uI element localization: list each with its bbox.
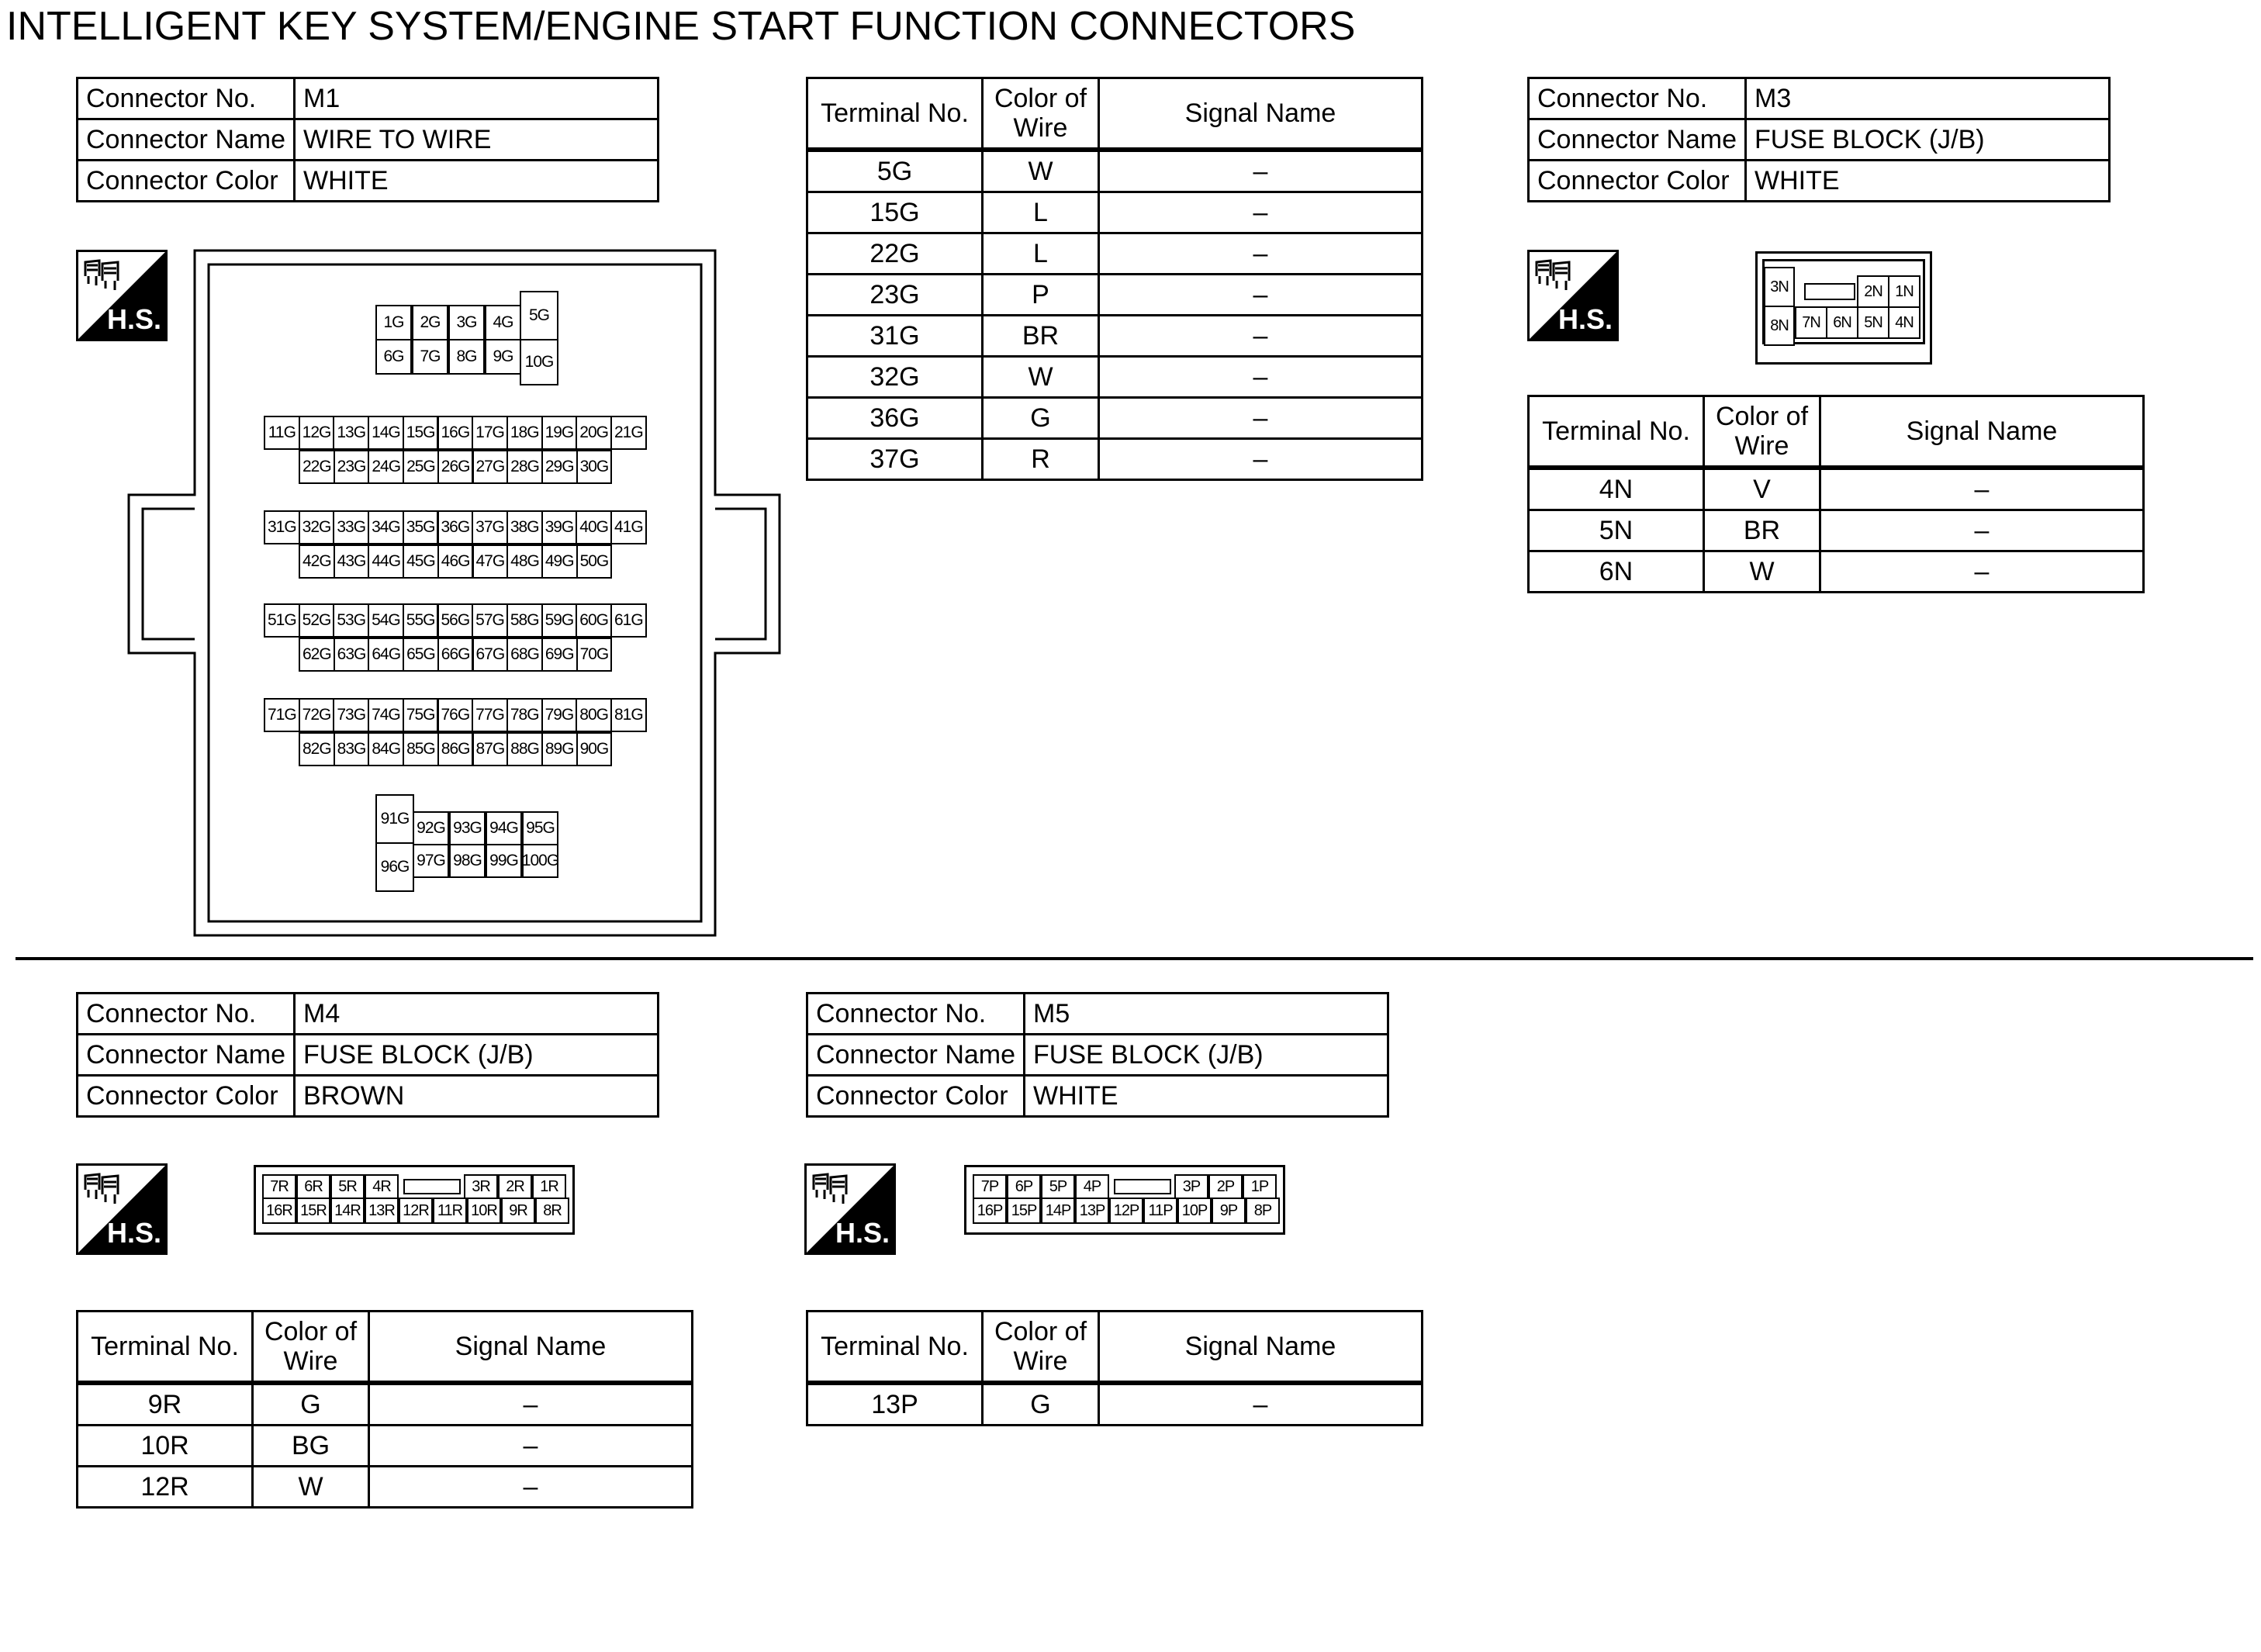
info-row (1529, 78, 2110, 119)
connector-pin: 79G (541, 698, 578, 732)
connector-pin: 50G (576, 544, 613, 579)
connector-pin: 5R (330, 1174, 365, 1199)
connector-pin: 48G (506, 544, 543, 579)
terminal-no: 13P (807, 1383, 983, 1426)
connector-pin: 36G (437, 510, 474, 544)
connector-pin: 12P (1109, 1198, 1143, 1224)
wire-color: L (983, 192, 1099, 233)
wire-color: W (253, 1467, 369, 1508)
connector-pin: 7G (412, 339, 448, 375)
connector-pin: 37G (472, 510, 508, 544)
info-label: Connector Color (1529, 161, 1746, 202)
header-color-of-wire (1704, 396, 1820, 468)
connector-pin: 94G (486, 811, 522, 845)
info-label: Connector Name (78, 119, 295, 161)
connector-pin: 35G (403, 510, 439, 544)
signal-name: – (1099, 192, 1423, 233)
connector-pin: 23G (334, 450, 370, 484)
signal-name: – (1099, 316, 1423, 357)
terminal-no: 15G (807, 192, 983, 233)
connector-pin: 5P (1041, 1174, 1075, 1199)
info-row (78, 119, 659, 161)
header-terminal-no: Terminal No. (807, 1312, 983, 1384)
header-signal-name: Signal Name (1099, 1312, 1423, 1384)
header-color-line1: Color of (264, 1317, 358, 1346)
connector-pin: 98G (449, 844, 486, 878)
header-color-of-wire (253, 1312, 369, 1384)
signal-name: – (1820, 468, 2144, 510)
terminal-header-row (78, 1312, 693, 1384)
terminal-table-m1 (806, 77, 1423, 481)
info-value: FUSE BLOCK (J/B) (1746, 119, 2110, 161)
page-title: INTELLIGENT KEY SYSTEM/ENGINE START FUNCTION CONNECTORS (6, 4, 1356, 49)
connector-pin: 6N (1826, 306, 1858, 339)
table-row (1529, 510, 2144, 551)
terminal-header-row (807, 78, 1423, 150)
connector-info-m1 (76, 77, 659, 202)
header-color-line1: Color of (994, 84, 1087, 113)
connector-pin: 10P (1177, 1198, 1212, 1224)
wire-color: V (1704, 468, 1820, 510)
table-row (807, 316, 1423, 357)
hs-label: H.S. (107, 303, 162, 335)
table-row (807, 1383, 1423, 1426)
connector-pin: 9P (1212, 1198, 1246, 1224)
terminal-no: 6N (1529, 551, 1704, 593)
info-value: WHITE (1025, 1076, 1388, 1117)
header-color-line2: Wire (283, 1346, 338, 1376)
connector-pin: 3N (1764, 267, 1795, 307)
table-row (78, 1383, 693, 1426)
connector-pin: 59G (541, 603, 578, 638)
connector-pin: 47G (472, 544, 509, 579)
info-row (78, 1035, 659, 1076)
connector-pin: 62G (299, 638, 335, 672)
wire-color: L (983, 233, 1099, 275)
table-row (78, 1467, 693, 1508)
info-label: Connector Color (78, 1076, 295, 1117)
table-row (807, 357, 1423, 398)
connector-info-m5 (806, 992, 1389, 1118)
connector-pin: 80G (576, 698, 612, 732)
signal-name: – (369, 1467, 693, 1508)
connector-pin: 84G (368, 732, 404, 766)
signal-name: – (1820, 510, 2144, 551)
terminal-no: 5N (1529, 510, 1704, 551)
connector-pin: 92G (413, 811, 449, 845)
connector-pin: 6P (1007, 1174, 1041, 1199)
terminal-table-m4 (76, 1310, 693, 1509)
table-row (807, 275, 1423, 316)
connector-pin: 100G (522, 844, 558, 878)
wire-color: BG (253, 1426, 369, 1467)
table-row (807, 439, 1423, 480)
connector-pin: 16R (262, 1198, 296, 1224)
header-color-of-wire (983, 78, 1099, 150)
connector-pin: 82G (299, 732, 335, 766)
connector-pin: 15R (296, 1198, 330, 1224)
info-value: WHITE (295, 161, 659, 202)
info-value: M3 (1746, 78, 2110, 119)
info-label: Connector Color (78, 161, 295, 202)
connector-pin: 85G (403, 732, 439, 766)
m5-locking-tab (1114, 1179, 1171, 1194)
terminal-no: 31G (807, 316, 983, 357)
info-row (1529, 161, 2110, 202)
connector-pin: 42G (299, 544, 335, 579)
connector-pin: 75G (403, 698, 439, 732)
connector-pin: 14R (330, 1198, 365, 1224)
connector-pin: 26G (437, 450, 474, 484)
connector-pin: 74G (368, 698, 404, 732)
connector-pin: 6G (375, 339, 412, 375)
terminal-no: 10R (78, 1426, 253, 1467)
info-row (807, 1076, 1388, 1117)
terminal-header-row (1529, 396, 2144, 468)
signal-name: – (1099, 398, 1423, 439)
connector-pin: 1N (1888, 275, 1920, 308)
connector-pin: 51G (264, 603, 300, 638)
info-label: Connector Name (78, 1035, 295, 1076)
terminal-no: 4N (1529, 468, 1704, 510)
header-terminal-no: Terminal No. (807, 78, 983, 150)
info-label: Connector No. (1529, 78, 1746, 119)
info-value: M1 (295, 78, 659, 119)
connector-pin: 33G (333, 510, 369, 544)
header-signal-name: Signal Name (369, 1312, 693, 1384)
wire-color: BR (983, 316, 1099, 357)
connector-pin: 49G (541, 544, 578, 579)
connector-pin: 87G (472, 732, 509, 766)
connector-pin: 4P (1075, 1174, 1109, 1199)
header-color-of-wire (983, 1312, 1099, 1384)
info-label: Connector Name (807, 1035, 1025, 1076)
connector-pin: 45G (403, 544, 439, 579)
terminal-no: 12R (78, 1467, 253, 1508)
connector-pin: 7N (1795, 306, 1827, 339)
signal-name: – (369, 1383, 693, 1426)
connector-pin: 8R (535, 1198, 569, 1224)
table-row (807, 192, 1423, 233)
connector-pin: 66G (437, 638, 474, 672)
terminal-no: 22G (807, 233, 983, 275)
info-label: Connector No. (78, 78, 295, 119)
connector-pin: 22G (299, 450, 335, 484)
connector-pin: 44G (368, 544, 404, 579)
header-color-line2: Wire (1013, 113, 1068, 143)
connector-pin: 65G (403, 638, 439, 672)
connector-pin: 9G (485, 339, 521, 375)
signal-name: – (1099, 233, 1423, 275)
connector-pin: 43G (334, 544, 370, 579)
connector-pin: 58G (506, 603, 543, 638)
connector-pin: 16P (973, 1198, 1007, 1224)
connector-pin: 73G (333, 698, 369, 732)
connector-pin: 64G (368, 638, 404, 672)
terminal-no: 37G (807, 439, 983, 480)
connector-pin: 3R (464, 1174, 498, 1199)
wire-color: W (983, 150, 1099, 192)
connector-pin: 21G (610, 416, 647, 450)
connector-pin: 3G (448, 305, 485, 340)
connector-pin: 68G (506, 638, 543, 672)
harness-side-icon (1527, 250, 1619, 341)
connector-pin: 4R (365, 1174, 399, 1199)
connector-pin: 83G (334, 732, 370, 766)
info-row (78, 1076, 659, 1117)
connector-pin: 15P (1007, 1198, 1041, 1224)
connector-pin: 1G (375, 305, 412, 340)
terminal-header-row (807, 1312, 1423, 1384)
connector-pin: 20G (576, 416, 612, 450)
wire-color: W (1704, 551, 1820, 593)
info-value: BROWN (295, 1076, 659, 1117)
header-signal-name: Signal Name (1820, 396, 2144, 468)
connector-pin: 71G (264, 698, 300, 732)
connector-pin: 56G (437, 603, 474, 638)
info-value: FUSE BLOCK (J/B) (295, 1035, 659, 1076)
header-color-line1: Color of (994, 1317, 1087, 1346)
connector-pin: 32G (299, 510, 335, 544)
connector-pin: 38G (506, 510, 543, 544)
header-color-line2: Wire (1013, 1346, 1068, 1376)
connector-pin: 90G (576, 732, 613, 766)
signal-name: – (369, 1426, 693, 1467)
info-row (78, 78, 659, 119)
wire-color: R (983, 439, 1099, 480)
connector-pin: 63G (334, 638, 370, 672)
connector-pin: 8G (448, 339, 485, 375)
connector-pin: 39G (541, 510, 578, 544)
connector-pin: 1R (532, 1174, 566, 1199)
wire-color: BR (1704, 510, 1820, 551)
table-row (1529, 551, 2144, 593)
info-label: Connector Name (1529, 119, 1746, 161)
info-value: WIRE TO WIRE (295, 119, 659, 161)
wire-color: W (983, 357, 1099, 398)
info-label: Connector Color (807, 1076, 1025, 1117)
table-row (1529, 468, 2144, 510)
connector-pin: 14G (368, 416, 404, 450)
connector-pin: 57G (472, 603, 508, 638)
table-row (807, 150, 1423, 192)
connector-pin: 16G (437, 416, 474, 450)
wire-color: P (983, 275, 1099, 316)
connector-pin: 27G (472, 450, 509, 484)
terminal-no: 32G (807, 357, 983, 398)
connector-pin: 13R (365, 1198, 399, 1224)
table-row (807, 398, 1423, 439)
section-divider (16, 957, 2253, 960)
connector-pin: 11R (433, 1198, 467, 1224)
connector-pin: 5G (520, 291, 558, 340)
connector-pin: 10G (520, 339, 558, 385)
connector-pin: 34G (368, 510, 404, 544)
info-value: M4 (295, 994, 659, 1035)
connector-pin: 5N (1857, 306, 1889, 339)
table-row (807, 233, 1423, 275)
hs-label: H.S. (1558, 303, 1613, 335)
hs-label: H.S. (107, 1217, 162, 1249)
connector-pin: 60G (576, 603, 612, 638)
connector-pin: 14P (1041, 1198, 1075, 1224)
connector-pin: 86G (437, 732, 474, 766)
connector-pin: 4G (485, 305, 521, 340)
connector-pin: 29G (541, 450, 578, 484)
terminal-table-m3 (1527, 395, 2145, 593)
terminal-no: 36G (807, 398, 983, 439)
info-value: FUSE BLOCK (J/B) (1025, 1035, 1388, 1076)
connector-info-m3 (1527, 77, 2111, 202)
info-value: WHITE (1746, 161, 2110, 202)
terminal-table-m5 (806, 1310, 1423, 1426)
signal-name: – (1099, 439, 1423, 480)
connector-pin: 40G (576, 510, 612, 544)
info-label: Connector No. (807, 994, 1025, 1035)
signal-name: – (1099, 150, 1423, 192)
connector-pin: 8P (1246, 1198, 1280, 1224)
info-value: M5 (1025, 994, 1388, 1035)
connector-pin: 93G (449, 811, 486, 845)
connector-pin: 61G (610, 603, 647, 638)
info-row (807, 994, 1388, 1035)
connector-pin: 12R (399, 1198, 433, 1224)
connector-pin: 72G (299, 698, 335, 732)
connector-pin: 2G (412, 305, 448, 340)
connector-pin: 89G (541, 732, 578, 766)
info-row (78, 994, 659, 1035)
header-color-line2: Wire (1734, 431, 1789, 461)
connector-pin: 41G (610, 510, 647, 544)
connector-pin: 1P (1243, 1174, 1277, 1199)
connector-pin: 13G (333, 416, 369, 450)
wire-color: G (983, 398, 1099, 439)
signal-name: – (1820, 551, 2144, 593)
connector-pin: 24G (368, 450, 404, 484)
m4-locking-tab (403, 1179, 461, 1194)
harness-side-icon (804, 1163, 896, 1255)
header-signal-name: Signal Name (1099, 78, 1423, 150)
connector-pin: 46G (437, 544, 474, 579)
connector-pin: 55G (403, 603, 439, 638)
connector-pin: 97G (413, 844, 449, 878)
connector-info-m4 (76, 992, 659, 1118)
connector-pin: 8N (1764, 306, 1795, 346)
connector-pin: 96G (375, 842, 414, 892)
connector-pin: 53G (333, 603, 369, 638)
connector-pin: 2P (1208, 1174, 1243, 1199)
connector-pin: 76G (437, 698, 474, 732)
signal-name: – (1099, 275, 1423, 316)
header-terminal-no: Terminal No. (78, 1312, 253, 1384)
connector-pin: 95G (522, 811, 558, 845)
connector-pin: 99G (486, 844, 522, 878)
signal-name: – (1099, 1383, 1423, 1426)
connector-pin: 2R (498, 1174, 532, 1199)
connector-pin: 4N (1888, 306, 1920, 339)
connector-pin: 78G (506, 698, 543, 732)
wire-color: G (983, 1383, 1099, 1426)
table-row (78, 1426, 693, 1467)
terminal-no: 23G (807, 275, 983, 316)
connector-pin: 69G (541, 638, 578, 672)
connector-pin: 25G (403, 450, 439, 484)
connector-pin: 91G (375, 794, 414, 844)
connector-pin: 13P (1075, 1198, 1109, 1224)
info-row (807, 1035, 1388, 1076)
terminal-no: 9R (78, 1383, 253, 1426)
connector-pin: 30G (576, 450, 613, 484)
signal-name: – (1099, 357, 1423, 398)
connector-pin: 7P (973, 1174, 1007, 1199)
connector-pin: 17G (472, 416, 508, 450)
m3-locking-tab (1804, 283, 1855, 300)
info-label: Connector No. (78, 994, 295, 1035)
connector-pin: 31G (264, 510, 300, 544)
connector-pin: 70G (576, 638, 613, 672)
connector-pin: 52G (299, 603, 335, 638)
wire-color: G (253, 1383, 369, 1426)
connector-pin: 77G (472, 698, 508, 732)
connector-pin: 11G (264, 416, 300, 450)
harness-side-icon (76, 250, 168, 341)
connector-pin: 19G (541, 416, 578, 450)
connector-pin: 9R (501, 1198, 535, 1224)
connector-pin: 10R (467, 1198, 501, 1224)
header-terminal-no: Terminal No. (1529, 396, 1704, 468)
header-color-line1: Color of (1715, 402, 1809, 431)
info-row (78, 161, 659, 202)
connector-pin: 15G (403, 416, 439, 450)
hs-label: H.S. (835, 1217, 890, 1249)
connector-pin: 28G (506, 450, 543, 484)
connector-pin: 11P (1143, 1198, 1177, 1224)
connector-pin: 18G (506, 416, 543, 450)
connector-pin: 6R (296, 1174, 330, 1199)
harness-side-icon (76, 1163, 168, 1255)
connector-pin: 2N (1857, 275, 1889, 308)
connector-pin: 12G (299, 416, 335, 450)
connector-pin: 54G (368, 603, 404, 638)
connector-pin: 67G (472, 638, 509, 672)
connector-pin: 7R (262, 1174, 296, 1199)
info-row (1529, 119, 2110, 161)
terminal-no: 5G (807, 150, 983, 192)
connector-pin: 88G (506, 732, 543, 766)
connector-pin: 3P (1174, 1174, 1208, 1199)
connector-pin: 81G (610, 698, 647, 732)
